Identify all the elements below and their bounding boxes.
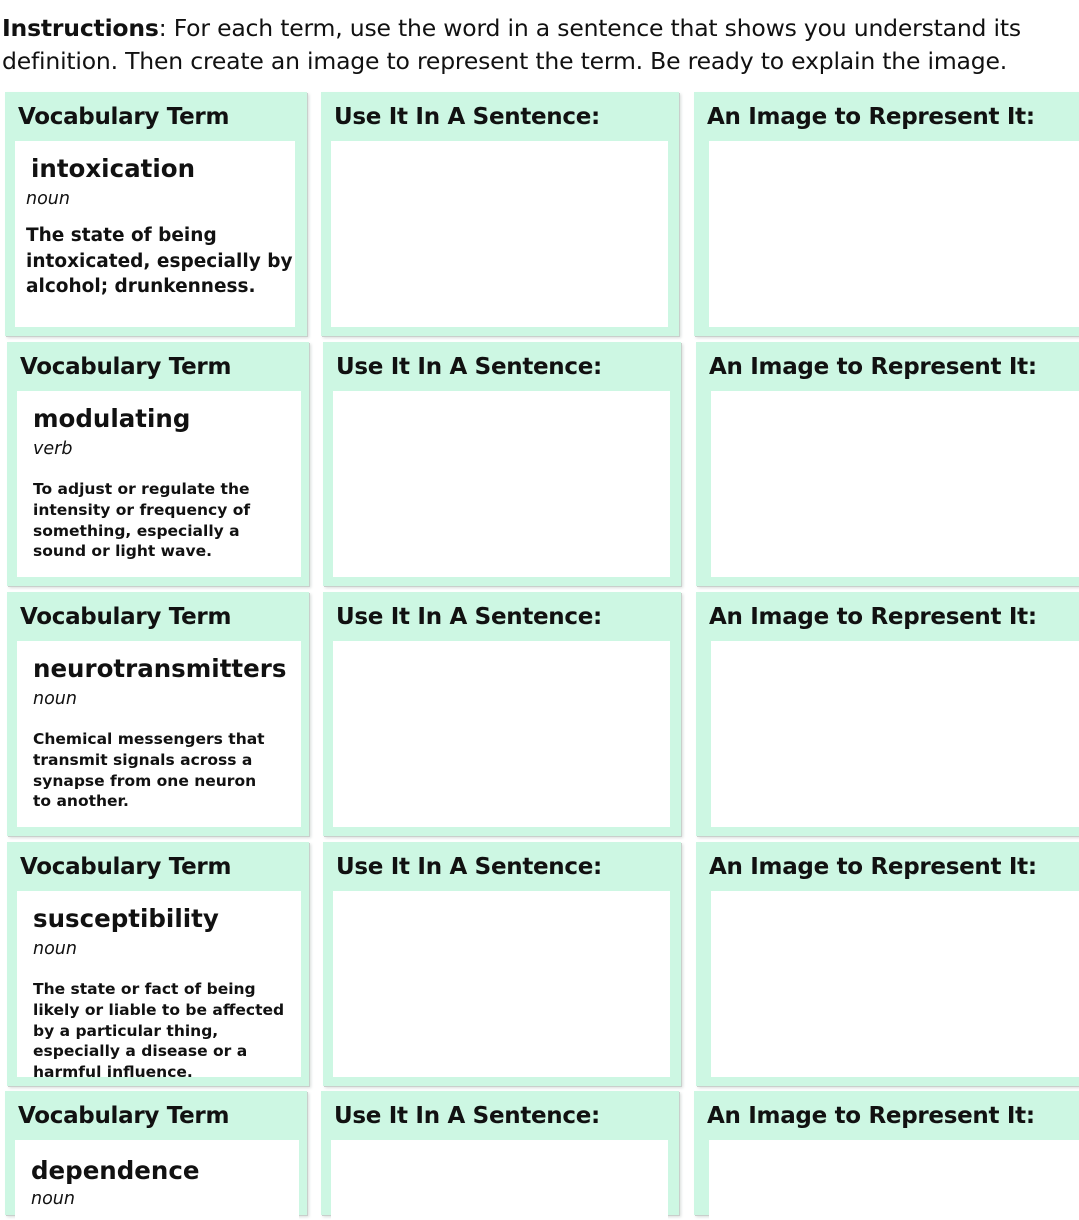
term-part-of-speech: verb	[33, 439, 73, 459]
sentence-header: Use It In A Sentence:	[336, 604, 602, 630]
instructions-text: : For each term, use the word in a sentence that shows you understand its definition. Then create an image to represent the term. Be ready to explain the image.	[2, 14, 1021, 75]
term-word: neurotransmitters	[33, 654, 287, 683]
image-card	[696, 842, 1079, 1086]
image-header: An Image to Represent It:	[709, 354, 1037, 380]
sentence-answer-box[interactable]	[331, 141, 668, 327]
sentence-card	[323, 342, 681, 586]
term-word: susceptibility	[33, 904, 219, 933]
vocab-term-body	[17, 891, 301, 1082]
term-definition: To adjust or regulate the intensity or frequency of something, especially a sound or light wave.	[33, 480, 251, 561]
term-word: intoxication	[31, 154, 196, 183]
sentence-header: Use It In A Sentence:	[334, 104, 600, 130]
sentence-header: Use It In A Sentence:	[336, 354, 602, 380]
instructions-lead: Instructions	[2, 14, 159, 42]
sentence-header: Use It In A Sentence:	[334, 1103, 600, 1129]
term-part-of-speech: noun	[33, 689, 77, 709]
sentence-answer-box[interactable]	[333, 891, 670, 1077]
term-definition: Chemical messengers that transmit signals across a synapse from one neuron to another.	[33, 730, 265, 811]
image-card	[696, 592, 1079, 836]
sentence-answer-box[interactable]	[333, 391, 670, 577]
vocab-term-body	[17, 391, 301, 577]
vocab-term-body	[15, 141, 295, 327]
vocab-term-card	[7, 342, 309, 586]
image-card	[694, 92, 1079, 336]
sentence-answer-box[interactable]	[331, 1140, 668, 1220]
term-part-of-speech: noun	[31, 1189, 75, 1209]
vocab-term-card	[5, 92, 307, 336]
image-header: An Image to Represent It:	[707, 1103, 1035, 1129]
vocab-term-header: Vocabulary Term	[18, 1103, 230, 1129]
sentence-card	[323, 592, 681, 836]
vocab-row-1	[0, 92, 1079, 340]
vocab-term-card	[7, 592, 309, 836]
image-header: An Image to Represent It:	[707, 104, 1035, 130]
vocab-row-3	[0, 592, 1079, 840]
vocab-term-header: Vocabulary Term	[20, 354, 232, 380]
term-part-of-speech: noun	[33, 939, 77, 959]
vocab-row-2	[0, 342, 1079, 590]
sentence-card	[323, 842, 681, 1086]
term-definition: The state or fact of being likely or liable to be affected by a particular thing, especially a disease or a harmful influence.	[33, 980, 285, 1082]
sentence-card	[321, 1091, 679, 1215]
image-header: An Image to Represent It:	[709, 604, 1037, 630]
sentence-answer-box[interactable]	[333, 641, 670, 827]
sentence-card	[321, 92, 679, 336]
image-answer-box[interactable]	[709, 1140, 1079, 1220]
vocab-term-body	[15, 1140, 299, 1220]
vocab-term-header: Vocabulary Term	[20, 604, 232, 630]
vocab-row-4	[0, 842, 1079, 1090]
image-header: An Image to Represent It:	[709, 854, 1037, 880]
term-word: dependence	[31, 1156, 200, 1185]
image-answer-box[interactable]	[709, 141, 1079, 327]
vocab-term-body	[17, 641, 301, 827]
term-word: modulating	[33, 404, 191, 433]
image-answer-box[interactable]	[711, 391, 1079, 577]
vocab-term-card	[5, 1091, 307, 1215]
image-answer-box[interactable]	[711, 891, 1079, 1077]
vocab-term-header: Vocabulary Term	[20, 854, 232, 880]
image-card	[696, 342, 1079, 586]
vocab-row-5	[0, 1091, 1079, 1211]
term-definition: The state of being intoxicated, especially by alcohol; drunkenness.	[26, 225, 293, 297]
vocab-term-header: Vocabulary Term	[18, 104, 230, 130]
instructions	[2, 12, 1072, 78]
vocab-term-card	[7, 842, 309, 1086]
sentence-header: Use It In A Sentence:	[336, 854, 602, 880]
term-part-of-speech: noun	[26, 189, 70, 209]
image-answer-box[interactable]	[711, 641, 1079, 827]
image-card	[694, 1091, 1079, 1215]
